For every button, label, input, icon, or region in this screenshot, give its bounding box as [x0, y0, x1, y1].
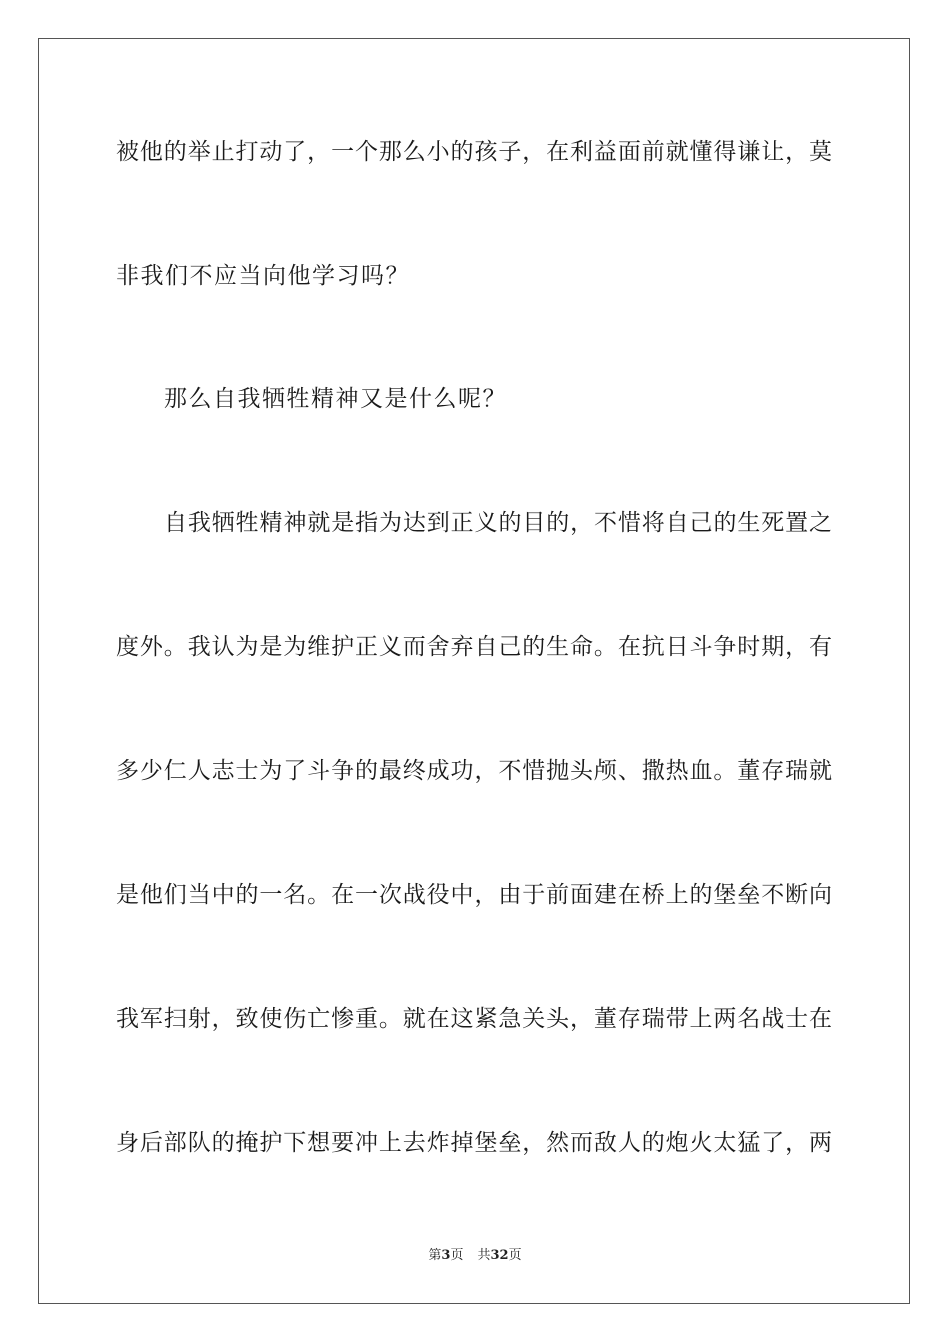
- page-footer: [0, 1247, 950, 1265]
- paragraph-line: 多少仁人志士为了斗争的最终成功，不惜抛头颅、撒热血。董存瑞就: [116, 758, 832, 784]
- total-suffix: 页: [508, 1248, 522, 1263]
- paragraph-line: 是他们当中的一名。在一次战役中，由于前面建在桥上的堡垒不断向: [116, 882, 832, 908]
- page-number: 3: [441, 1248, 451, 1263]
- page-border: [38, 38, 910, 1304]
- total-pages: 32: [490, 1248, 509, 1263]
- page-suffix: 页: [450, 1248, 464, 1263]
- paragraph-line: 被他的举止打动了，一个那么小的孩子，在利益面前就懂得谦让，莫: [116, 139, 832, 165]
- paragraph-line: 自我牺牲精神就是指为达到正义的目的，不惜将自己的生死置之: [164, 510, 832, 536]
- paragraph-line: 我军扫射，致使伤亡惨重。就在这紧急关头，董存瑞带上两名战士在: [116, 1006, 832, 1032]
- paragraph-line: 度外。我认为是为维护正义而舍弃自己的生命。在抗日斗争时期，有: [116, 634, 832, 660]
- total-prefix: 共: [477, 1248, 491, 1263]
- paragraph-line: 非我们不应当向他学习吗？: [116, 263, 410, 289]
- page-prefix: 第: [428, 1248, 442, 1263]
- paragraph-line: 那么自我牺牲精神又是什么呢？: [164, 386, 507, 412]
- paragraph-line: 身后部队的掩护下想要冲上去炸掉堡垒，然而敌人的炮火太猛了，两: [116, 1130, 832, 1156]
